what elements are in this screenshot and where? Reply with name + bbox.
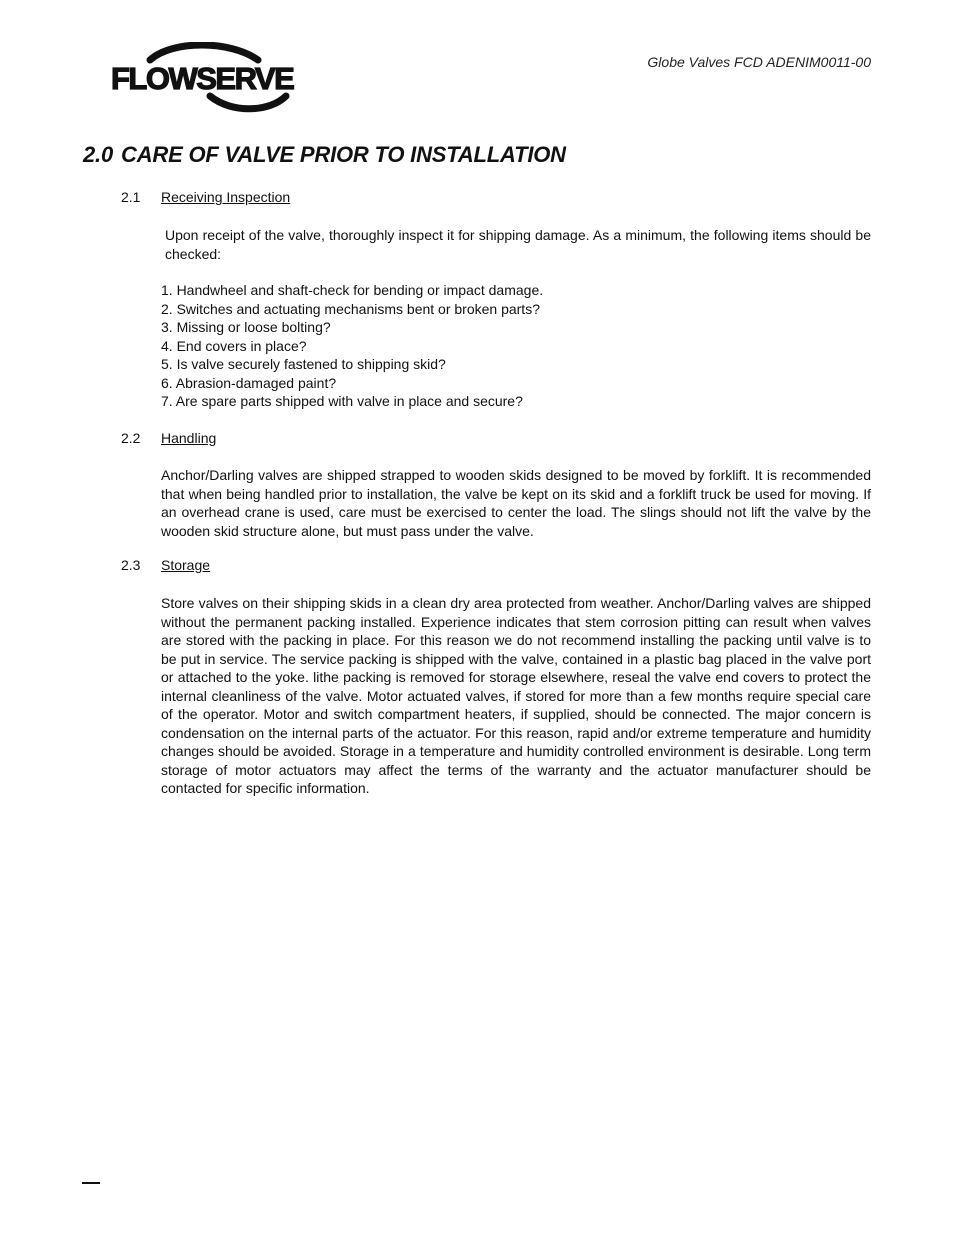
list-item: 7. Are spare parts shipped with valve in place and secure? [161,393,523,409]
subsection-title: Handling [161,430,217,446]
list-item: 6. Abrasion-damaged paint? [161,374,337,391]
subsection-title: Receiving Inspection [161,189,291,205]
list-item: 3. Missing or loose bolting? [161,319,331,335]
subsection-number: 2.2 [121,430,141,446]
handling-paragraph: Anchor/Darling valves are shipped strapped to wooden skids designed to be moved by forklift. It is recommended that when being handled prior to installation, the valve be kept on its skid and a forklift truck be used for moving. If an overhead crane is used, care must be exercised to center the load. The slings should not lift the valve by the wooden skid structure alone, but must pass under the valve. [161,467,871,539]
list-item: 1. Handwheel and shaft-check for bending or impact damage. [161,282,544,298]
svg-text:FLOWSERVE: FLOWSERVE [111,61,294,96]
storage-paragraph: Store valves on their shipping skids in a clean dry area protected from weather. Anchor/Darling valves are shipped without the permanent packing installed. Experience indicates that stem corrosion pitting can result when valves are stored with the packing in place. For this reason we do not recommend installing the packing until valve is to be put in service. The service packing is shipped with the valve, contained in a plastic bag placed in the valve port or attached to the yoke. lithe packing is removed for storage elsewhere, reseal the valve end covers to protect the internal cleanliness of the valve. Motor actuated valves, if stored for more than a few months require special care of the operator. Motor and switch compartment heaters, if supplied, should be connected. The major concern is condensation on the internal parts of the actuator. For this reason, rapid and/or extreme temperature and humidity changes should be avoided. Storage in a temperature and humidity controlled environment is desirable. Long term storage of motor actuators may affect the terms of the warranty and the actuator manufacturer should be contacted for specific information. [161,595,871,796]
inspection-checklist [161,281,543,411]
document-reference: Globe Valves FCD ADENIM0011-00 [647,54,871,70]
flowserve-logo [110,42,295,114]
list-item: 4. End covers in place? [161,337,307,354]
subsection-heading-handling [121,430,216,446]
section-title-text: CARE OF VALVE PRIOR TO INSTALLATION [121,142,566,167]
list-item: 2. Switches and actuating mechanisms bent or broken parts? [161,300,540,317]
subsection-heading-storage [121,557,210,573]
subsection-number: 2.3 [121,557,141,573]
section-heading [83,142,566,168]
subsection-number: 2.1 [121,189,141,205]
footer-rule [82,1182,100,1184]
list-item: 5. Is valve securely fastened to shipping skid? [161,356,446,372]
subsection-title: Storage [161,557,211,573]
subsection-heading-receiving [121,189,290,205]
section-number: 2.0 [83,142,113,167]
receiving-intro-paragraph: Upon receipt of the valve, thoroughly inspect it for shipping damage. As a minimum, the following items should be checked: [165,227,871,262]
